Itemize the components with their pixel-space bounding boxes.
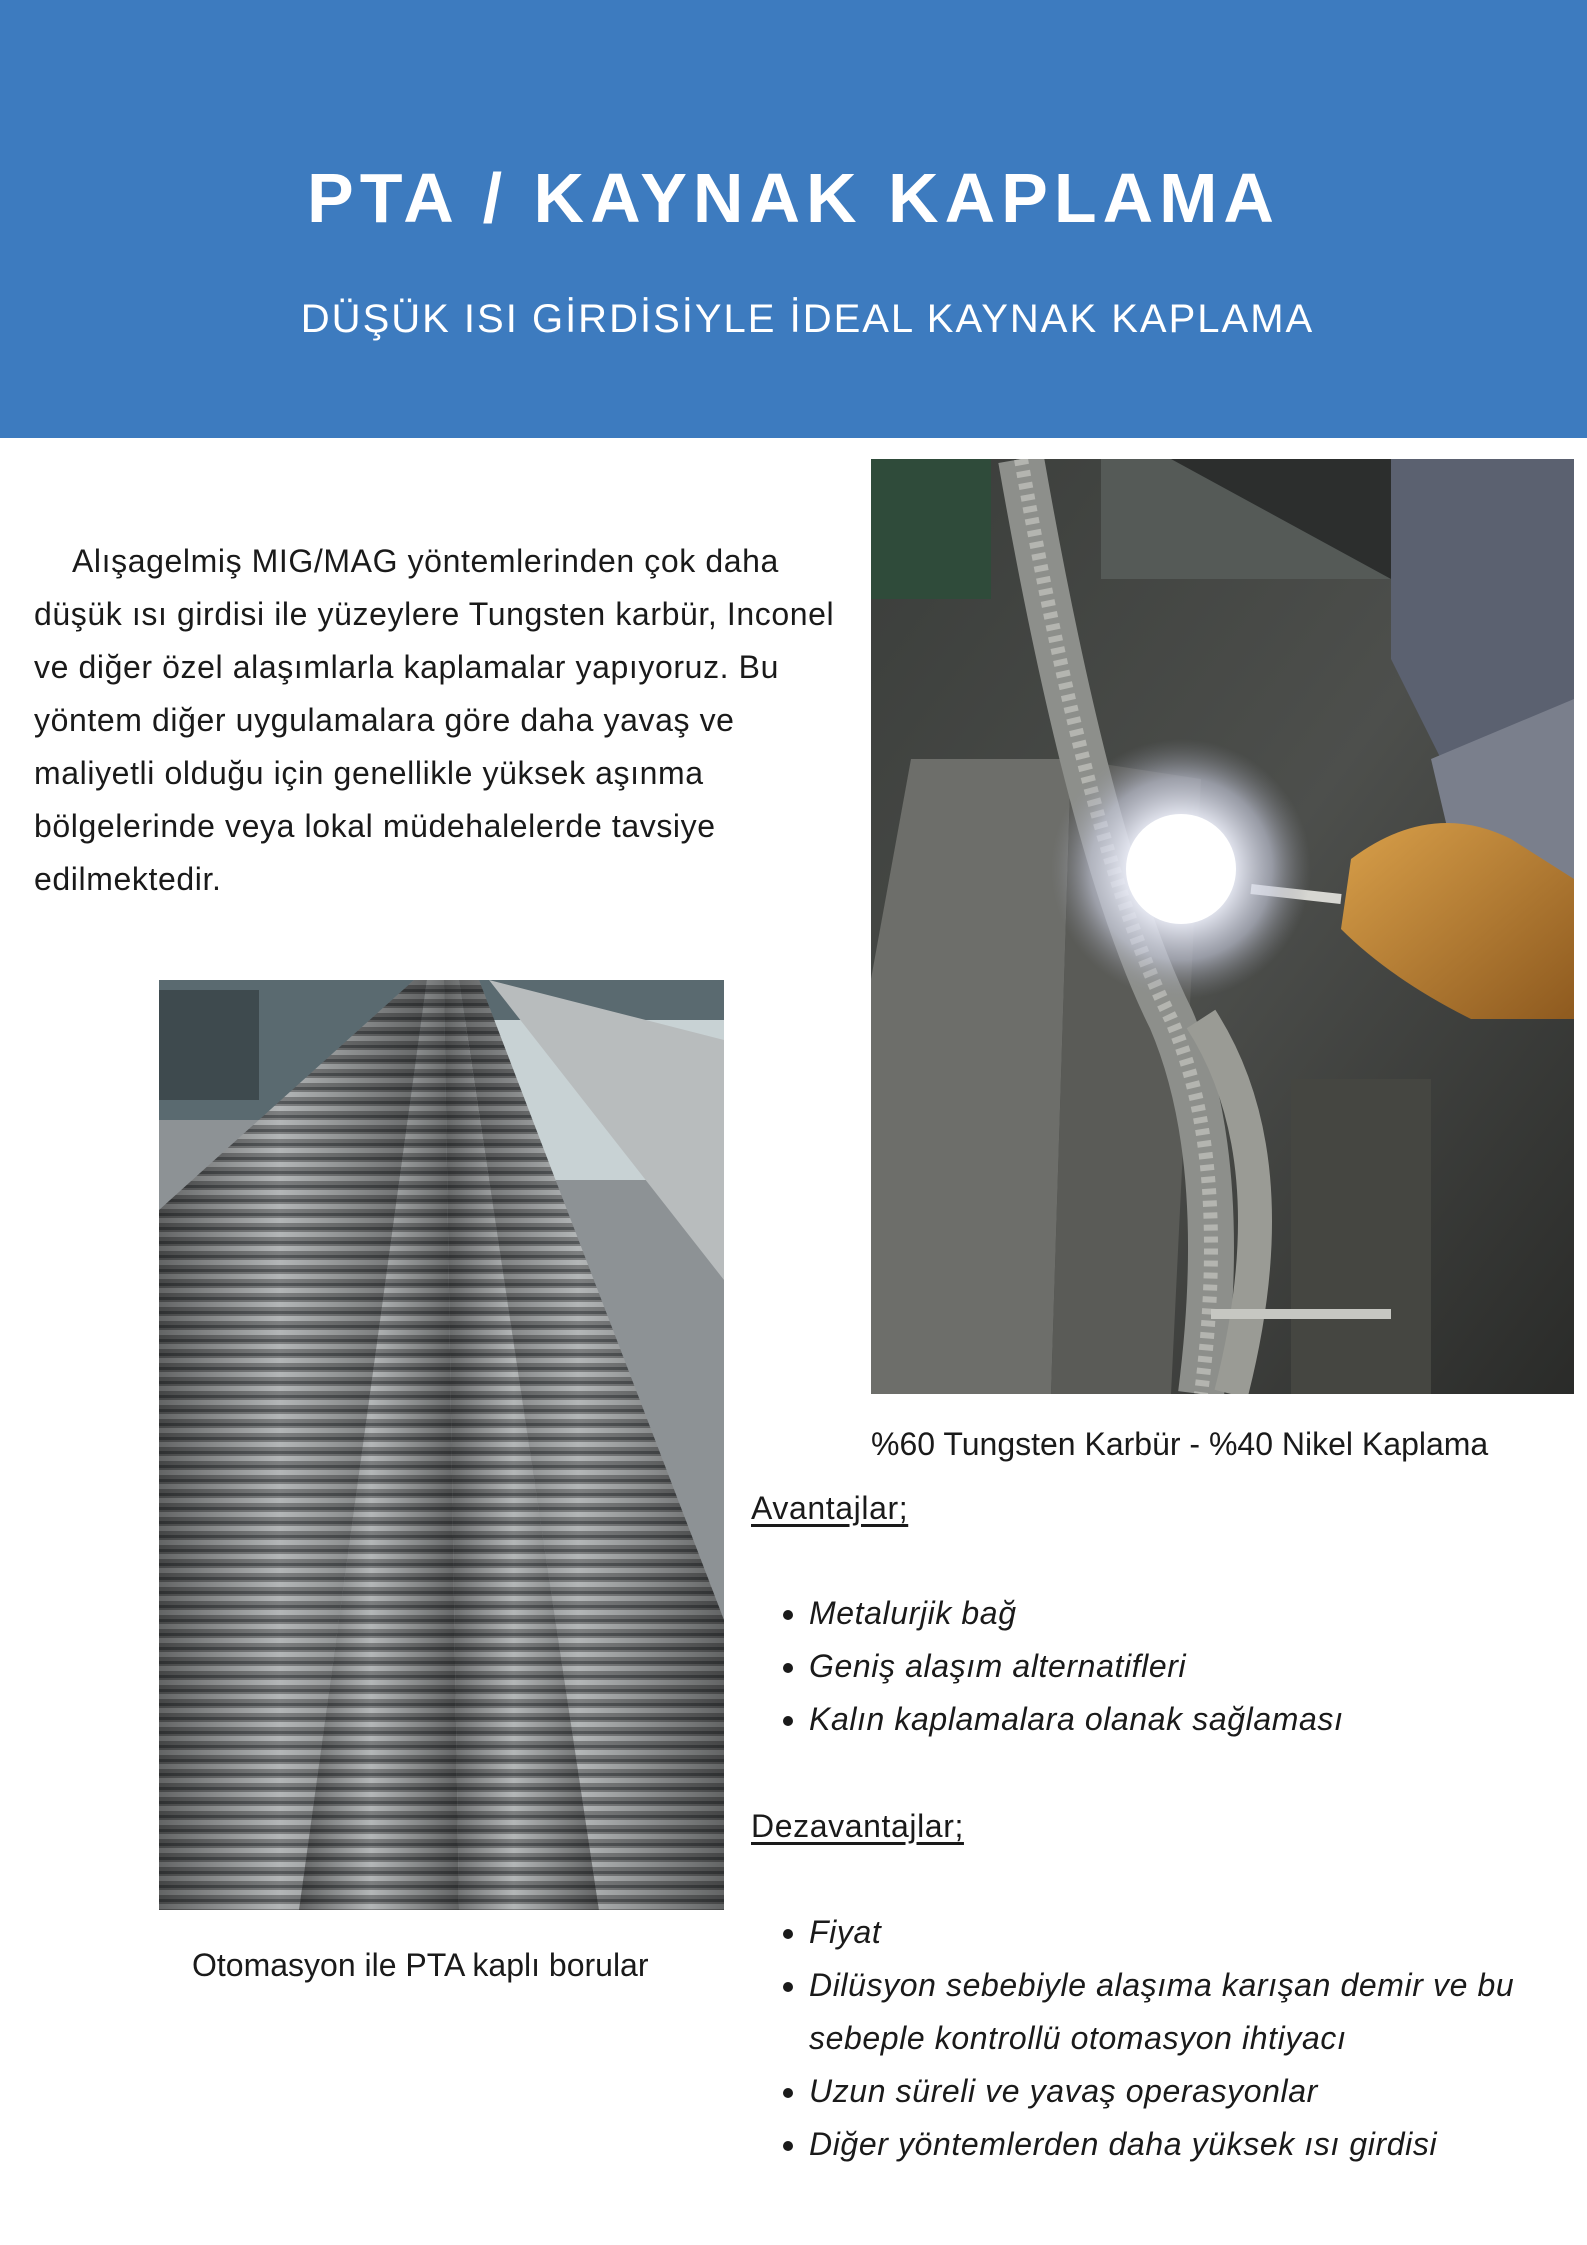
pipes-photo-caption: Otomasyon ile PTA kaplı borular (192, 1947, 649, 1983)
page-subtitle: DÜŞÜK ISI GİRDİSİYLE İDEAL KAYNAK KAPLAMA (300, 297, 1315, 341)
list-item: • Diğer yöntemlerden daha yüksek ısı girdisi (809, 2118, 1587, 2171)
welding-photo-caption: %60 Tungsten Karbür - %40 Nikel Kaplama (871, 1426, 1489, 1462)
intro-paragraph (34, 535, 864, 906)
coated-pipes-photo (159, 980, 724, 1910)
page-title: PTA / KAYNAK KAPLAMA (307, 159, 1280, 237)
list-item: • Fiyat (809, 1906, 1587, 1959)
disadvantages-list (751, 1906, 1587, 2171)
intro-text: Alışagelmiş MIG/MAG yöntemlerinden çok daha düşük ısı girdisi ile yüzeylere Tungsten karbür, Inconel ve diğer özel alaşımlarla kaplamalar yapıyoruz. Bu yöntem diğer uygulamalara göre daha yavaş ve maliyetli olduğu için genellikle yüksek aşınma bölgelerinde veya lokal müdehalelerde tavsiye edilmektedir. (34, 543, 835, 897)
coated-pipes-graphic (159, 980, 724, 1910)
list-item: • Kalın kaplamalara olanak sağlaması (809, 1693, 1587, 1746)
list-item: • Uzun süreli ve yavaş operasyonlar (809, 2065, 1587, 2118)
welding-photo-graphic (871, 459, 1574, 1394)
welding-photo (871, 459, 1574, 1394)
advantages-heading: Avantajlar; (751, 1490, 909, 1526)
header-banner (0, 0, 1587, 438)
list-item: • Geniş alaşım alternatifleri (809, 1640, 1587, 1693)
disadvantages-heading: Dezavantajlar; (751, 1808, 964, 1844)
advantages-list (751, 1587, 1587, 1746)
list-item: • Metalurjik bağ (809, 1587, 1587, 1640)
list-item: • Dilüsyon sebebiyle alaşıma karışan demir ve bu sebeple kontrollü otomasyon ihtiyacı (809, 1959, 1587, 2065)
